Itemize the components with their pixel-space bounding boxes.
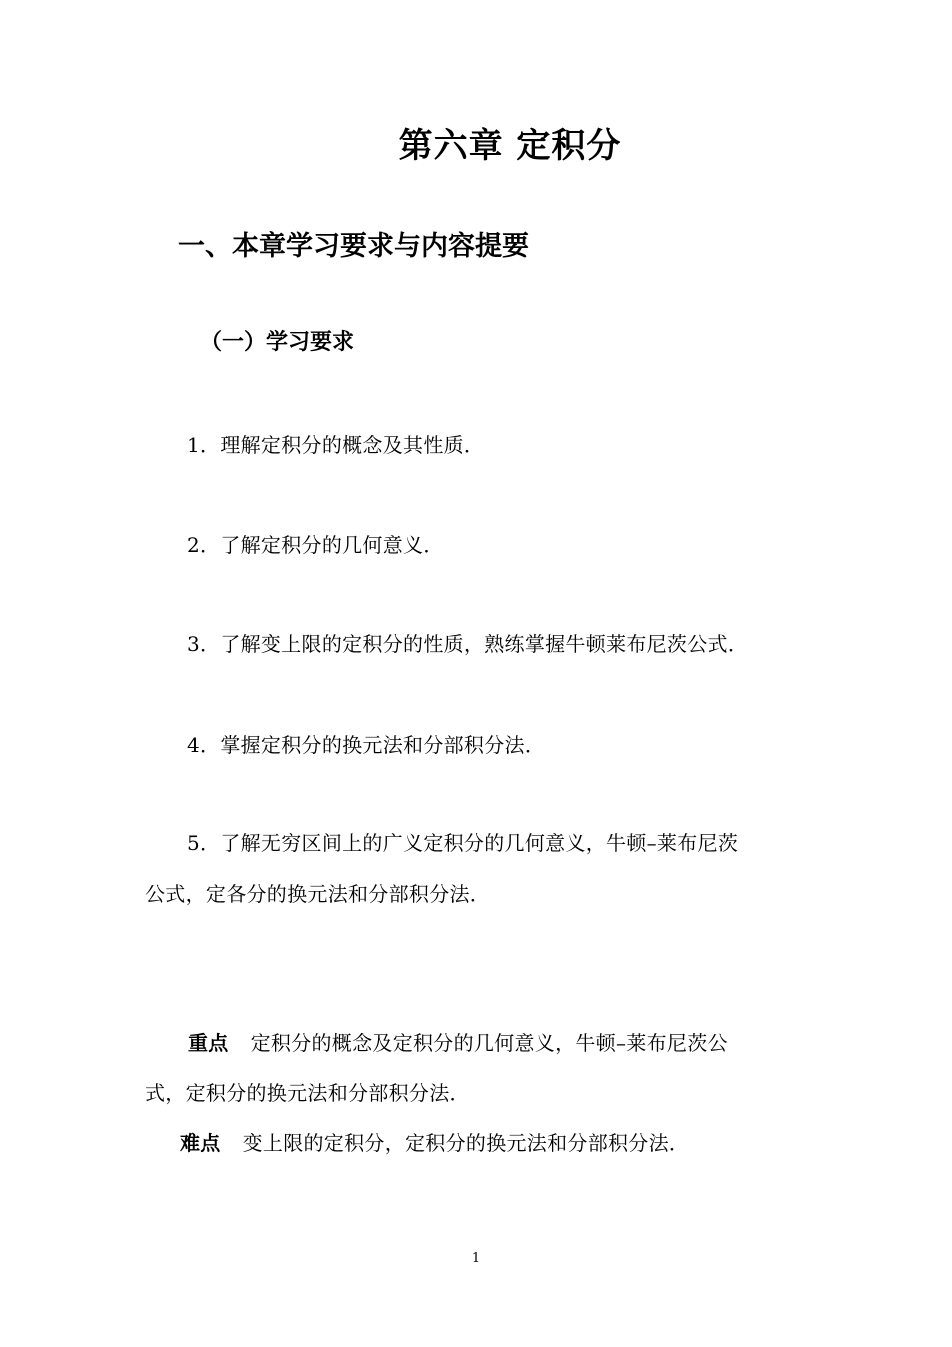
chapter-title: 第六章 定积分 <box>398 126 622 166</box>
requirement-item-4: 4．掌握定积分的换元法和分部积分法． <box>187 733 546 757</box>
key-points-line-1 <box>188 1027 728 1056</box>
key-points-text-1: 定积分的概念及定积分的几何意义，牛顿–莱布尼茨公 <box>250 1031 728 1055</box>
difficulties-line <box>180 1127 689 1156</box>
difficulties-text: 变上限的定积分，定积分的换元法和分部积分法． <box>242 1131 690 1155</box>
requirement-item-2: 2．了解定积分的几何意义． <box>187 533 444 557</box>
requirement-item-5-line-2: 公式，定各分的换元法和分部积分法． <box>145 882 491 906</box>
section-title: 一、本章学习要求与内容提要 <box>178 231 529 262</box>
requirement-item-1: 1．理解定积分的概念及其性质． <box>187 433 485 457</box>
requirement-item-3: 3．了解变上限的定积分的性质，熟练掌握牛顿莱布尼茨公式． <box>187 632 749 656</box>
requirement-item-5-line-1: 5．了解无穷区间上的广义定积分的几何意义，牛顿–莱布尼茨 <box>187 831 739 855</box>
key-points-line-2: 式，定积分的换元法和分部积分法． <box>145 1081 470 1105</box>
subsection-title: （一）学习要求 <box>200 330 355 355</box>
key-points-label: 重点 <box>188 1031 229 1055</box>
difficulties-label: 难点 <box>180 1131 221 1155</box>
page-number: 1 <box>471 1251 481 1266</box>
